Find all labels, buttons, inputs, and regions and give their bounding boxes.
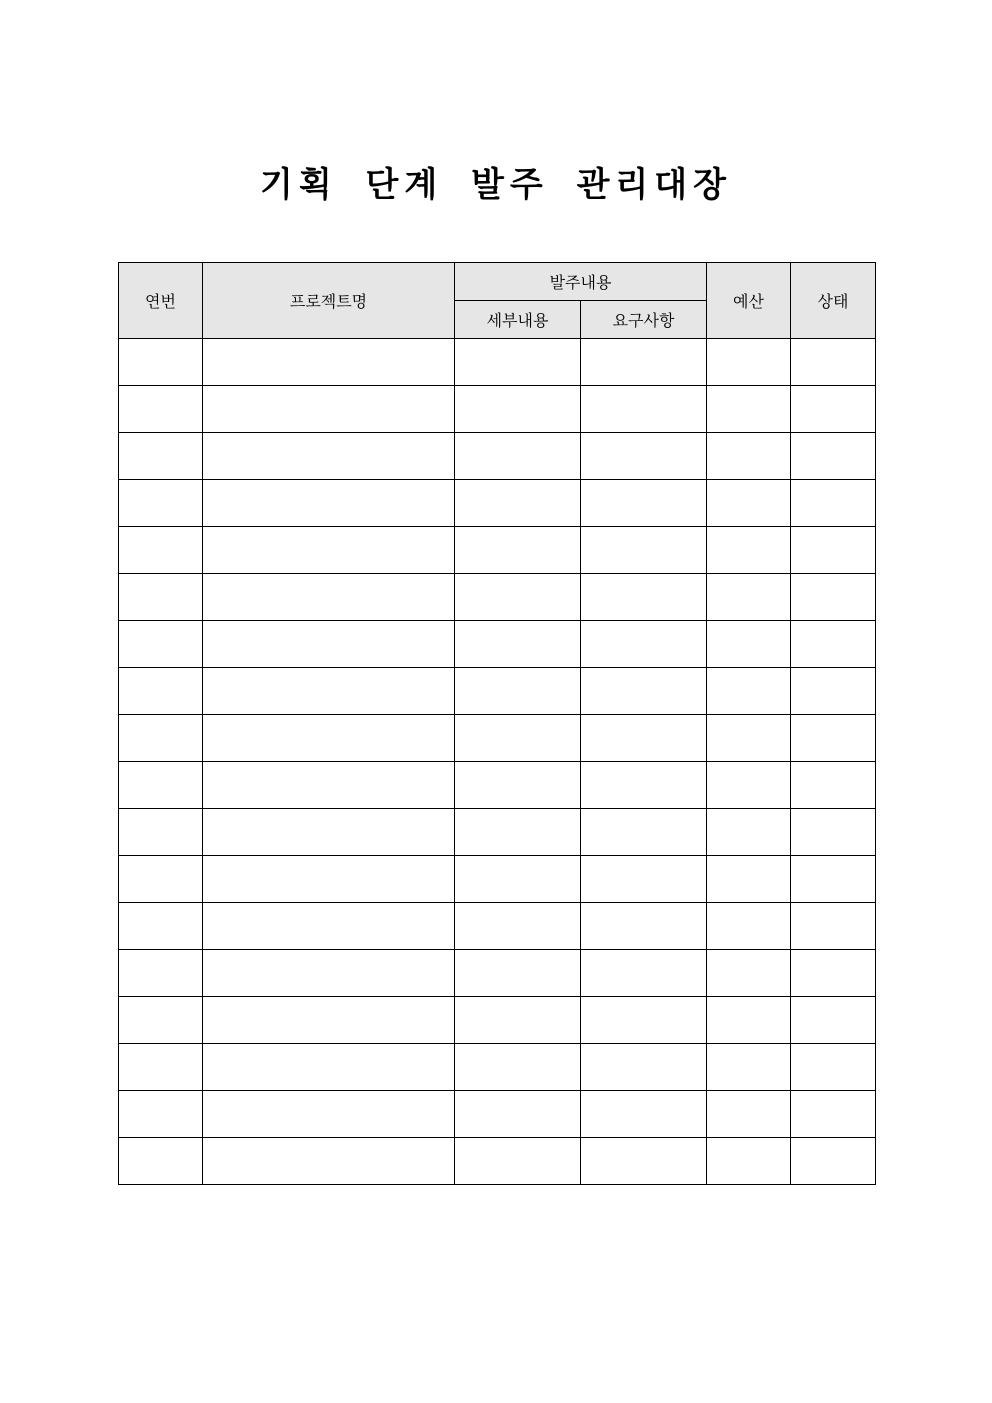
cell-project-name[interactable] [203,386,455,433]
cell-project-name[interactable] [203,1138,455,1185]
cell-project-name[interactable] [203,809,455,856]
cell-detail[interactable] [455,621,581,668]
table-row [119,997,876,1044]
cell-budget[interactable] [707,668,791,715]
cell-no[interactable] [119,1044,203,1091]
page-title: 기획 단계 발주 관리대장 [260,165,732,205]
cell-status[interactable] [791,1138,876,1185]
cell-requirements[interactable] [581,809,707,856]
cell-status[interactable] [791,950,876,997]
cell-budget[interactable] [707,339,791,386]
cell-status[interactable] [791,856,876,903]
cell-no[interactable] [119,1138,203,1185]
cell-detail[interactable] [455,433,581,480]
cell-project-name[interactable] [203,339,455,386]
cell-detail[interactable] [455,1138,581,1185]
table-row [119,1091,876,1138]
table-row [119,950,876,997]
cell-requirements[interactable] [581,527,707,574]
cell-no[interactable] [119,480,203,527]
cell-status[interactable] [791,1091,876,1138]
cell-budget[interactable] [707,1138,791,1185]
cell-project-name[interactable] [203,715,455,762]
cell-requirements[interactable] [581,574,707,621]
cell-project-name[interactable] [203,480,455,527]
table-row [119,621,876,668]
cell-detail[interactable] [455,668,581,715]
cell-requirements[interactable] [581,1091,707,1138]
cell-detail[interactable] [455,903,581,950]
table-row [119,762,876,809]
cell-project-name[interactable] [203,433,455,480]
cell-requirements[interactable] [581,1044,707,1091]
cell-budget[interactable] [707,574,791,621]
cell-budget[interactable] [707,527,791,574]
cell-project-name[interactable] [203,668,455,715]
cell-project-name[interactable] [203,574,455,621]
cell-no[interactable] [119,856,203,903]
cell-status[interactable] [791,621,876,668]
cell-status[interactable] [791,339,876,386]
cell-requirements[interactable] [581,762,707,809]
cell-budget[interactable] [707,621,791,668]
header-status: 상태 [791,263,876,339]
cell-budget[interactable] [707,1091,791,1138]
cell-detail[interactable] [455,386,581,433]
table-row [119,809,876,856]
cell-requirements[interactable] [581,621,707,668]
cell-requirements[interactable] [581,856,707,903]
cell-budget[interactable] [707,1044,791,1091]
cell-project-name[interactable] [203,527,455,574]
cell-status[interactable] [791,574,876,621]
cell-project-name[interactable] [203,950,455,997]
cell-status[interactable] [791,809,876,856]
cell-status[interactable] [791,715,876,762]
header-order-content: 발주내용 [455,263,707,301]
cell-no[interactable] [119,668,203,715]
cell-detail[interactable] [455,1091,581,1138]
table-body [119,339,876,1185]
cell-no[interactable] [119,527,203,574]
cell-project-name[interactable] [203,1044,455,1091]
cell-no[interactable] [119,574,203,621]
cell-status[interactable] [791,433,876,480]
table-row [119,339,876,386]
cell-budget[interactable] [707,762,791,809]
header-no: 연번 [119,263,203,339]
cell-requirements[interactable] [581,997,707,1044]
cell-status[interactable] [791,1044,876,1091]
table-row [119,574,876,621]
cell-budget[interactable] [707,386,791,433]
cell-detail[interactable] [455,527,581,574]
cell-detail[interactable] [455,715,581,762]
cell-no[interactable] [119,339,203,386]
cell-no[interactable] [119,1091,203,1138]
cell-detail[interactable] [455,480,581,527]
cell-no[interactable] [119,950,203,997]
table-row [119,433,876,480]
cell-no[interactable] [119,762,203,809]
cell-budget[interactable] [707,433,791,480]
cell-project-name[interactable] [203,762,455,809]
cell-status[interactable] [791,668,876,715]
table-row [119,903,876,950]
cell-no[interactable] [119,809,203,856]
cell-status[interactable] [791,386,876,433]
cell-project-name[interactable] [203,997,455,1044]
cell-no[interactable] [119,621,203,668]
cell-requirements[interactable] [581,1138,707,1185]
table-row [119,1044,876,1091]
table-row [119,386,876,433]
table-row [119,1138,876,1185]
cell-requirements[interactable] [581,339,707,386]
cell-detail[interactable] [455,574,581,621]
cell-project-name[interactable] [203,903,455,950]
cell-budget[interactable] [707,997,791,1044]
order-ledger-table [118,262,876,1185]
cell-requirements[interactable] [581,668,707,715]
cell-detail[interactable] [455,950,581,997]
cell-status[interactable] [791,762,876,809]
table-row [119,480,876,527]
table-row [119,527,876,574]
cell-no[interactable] [119,715,203,762]
cell-detail[interactable] [455,809,581,856]
cell-status[interactable] [791,997,876,1044]
cell-budget[interactable] [707,809,791,856]
cell-requirements[interactable] [581,433,707,480]
header-detail: 세부내용 [455,301,581,339]
header-requirements: 요구사항 [581,301,707,339]
cell-no[interactable] [119,997,203,1044]
table-row [119,715,876,762]
header-project-name: 프로젝트명 [203,263,455,339]
table-row [119,856,876,903]
cell-budget[interactable] [707,856,791,903]
table-row [119,668,876,715]
cell-project-name[interactable] [203,621,455,668]
cell-project-name[interactable] [203,1091,455,1138]
cell-status[interactable] [791,527,876,574]
cell-detail[interactable] [455,339,581,386]
cell-no[interactable] [119,433,203,480]
cell-budget[interactable] [707,950,791,997]
cell-no[interactable] [119,386,203,433]
cell-requirements[interactable] [581,715,707,762]
cell-detail[interactable] [455,997,581,1044]
cell-no[interactable] [119,903,203,950]
header-budget: 예산 [707,263,791,339]
cell-project-name[interactable] [203,856,455,903]
cell-requirements[interactable] [581,386,707,433]
cell-requirements[interactable] [581,950,707,997]
cell-detail[interactable] [455,856,581,903]
cell-detail[interactable] [455,762,581,809]
cell-budget[interactable] [707,903,791,950]
header-row-top [119,263,876,301]
cell-budget[interactable] [707,480,791,527]
cell-status[interactable] [791,903,876,950]
cell-requirements[interactable] [581,480,707,527]
cell-budget[interactable] [707,715,791,762]
cell-requirements[interactable] [581,903,707,950]
cell-detail[interactable] [455,1044,581,1091]
cell-status[interactable] [791,480,876,527]
